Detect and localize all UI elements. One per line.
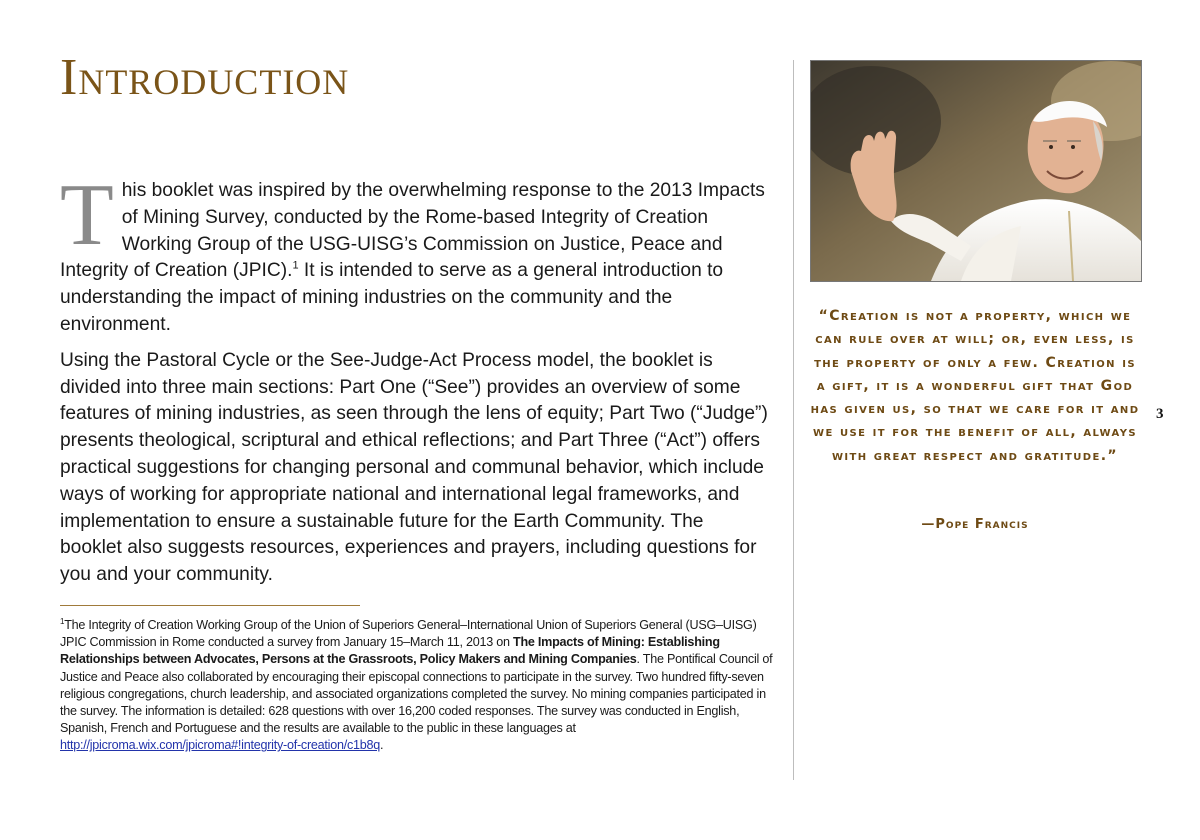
page-title: Introduction: [60, 49, 350, 106]
footnote-end: .: [380, 738, 384, 753]
intro-paragraph-1-tail: It is intended to serve as a general introduction to understanding the impact of mining industries on the community and the environment.: [60, 260, 724, 335]
footnote-reference[interactable]: 1: [292, 260, 299, 272]
quote-attribution: —Pope Francis: [921, 517, 1029, 532]
footnote-marker: 1: [60, 616, 65, 626]
page-number: 3: [1156, 406, 1164, 422]
intro-body: [60, 167, 770, 589]
footnote-link[interactable]: http://jpicroma.wix.com/jpicroma#!integrity-of-creation/c1b8q: [60, 738, 381, 753]
footnote-divider: [60, 605, 360, 606]
intro-paragraph-2: Using the Pastoral Cycle or the See-Judge-Act Process model, the booklet is divided into three main sections: Part One (“See”) provides an overview of some features of mining industries, as seen through the lens of equity; Part Two (“Judge”) presents theological, scriptural and ethical reflections; and Part Three (“Act”) offers practical suggestions for changing personal and communal behavior, which include ways of working for appropriate national and international legal frameworks, and implementation to ensure a sustainable future for the Earth Community. The booklet also suggests resources, experiences and prayers, including questions for you and your community.: [60, 349, 768, 586]
pope-francis-photo: [810, 60, 1142, 282]
pull-quote: “Creation is not a property, which we can rule over at will; or, even less, is the property of only a few. Creation is a gift, it is a wonderful gift that God has given us, so that we care for it and we use it for the benefit of all, always with great respect and gratitude.”: [810, 308, 1140, 464]
intro-paragraph-1: [60, 167, 770, 339]
intro-paragraph-1-text: his booklet was inspired by the overwhelming response to the 2013 Impacts of Mining Survey, conducted by the Rome-based Integrity of Creation Working Group of the USG-UISG’s Commission on Justice, Peace and Integrity of Creation (JPIC).: [60, 180, 765, 282]
footnote-text-after: . The Pontifical Council of Justice and Peace also collaborated by encouraging their episcopal connections to participate in the survey. Two hundred fifty-seven religious congregations, church leadership, and associated organizations completed the survey. No mining companies participated in the survey. The information is detailed: 628 questions with over 16,200 coded responses. The survey was conducted in English, Spanish, French and Portuguese and the results are available to the public in these languages at: [60, 652, 773, 736]
footnote-survey-title: The Impacts of Mining: Establishing Relationships between Advocates, Persons at the Grassroots, Policy Makers and Mining Companies: [60, 635, 720, 667]
column-divider: [793, 60, 794, 780]
footnote-text-before: The Integrity of Creation Working Group of the Union of Superiors General–International Union of Superiors General (USG–UISG) JPIC Commission in Rome conducted a survey from January 15–March 11, 2013 on: [60, 618, 757, 650]
footnote: [60, 617, 785, 755]
drop-cap: T: [60, 167, 114, 264]
